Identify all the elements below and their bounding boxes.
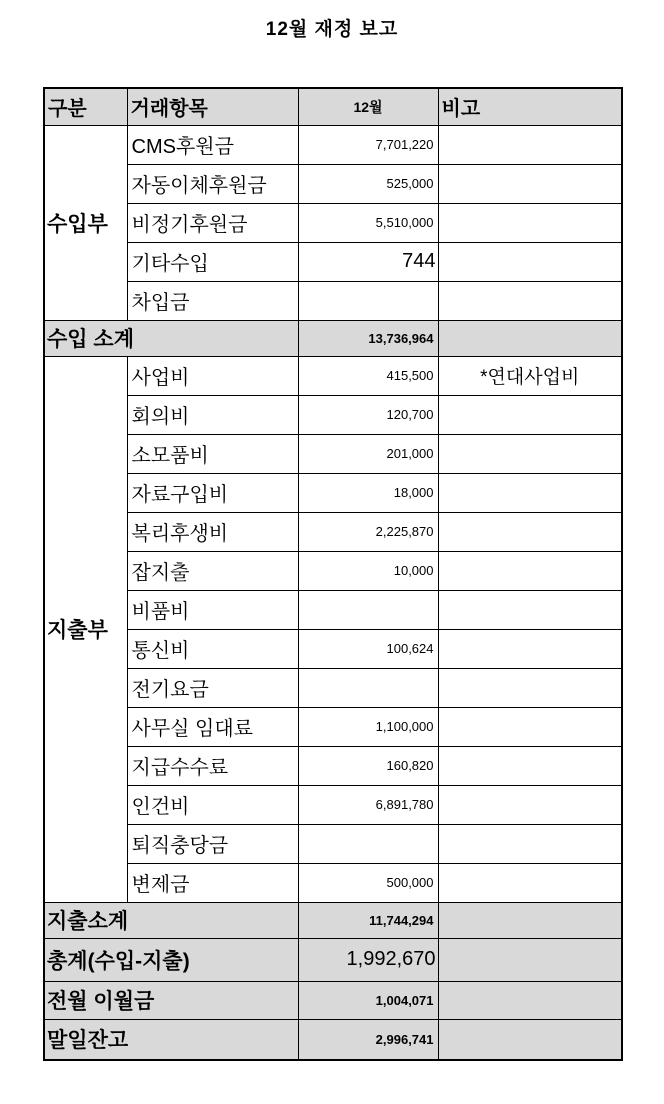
note-cell bbox=[438, 203, 622, 242]
table-row bbox=[44, 668, 622, 707]
note-cell bbox=[438, 473, 622, 512]
note-cell bbox=[438, 863, 622, 902]
total-amount-cell: 1,992,670 bbox=[298, 938, 438, 981]
end-balance-label-cell: 말일잔고 bbox=[44, 1019, 298, 1060]
table-row bbox=[44, 785, 622, 824]
subtotal-amount-cell: 13,736,964 bbox=[298, 320, 438, 356]
subtotal-label-cell: 수입 소계 bbox=[44, 320, 298, 356]
note-cell bbox=[438, 434, 622, 473]
item-cell: 소모품비 bbox=[127, 434, 298, 473]
item-cell: 잡지출 bbox=[127, 551, 298, 590]
amount-cell bbox=[298, 668, 438, 707]
item-cell: 차입금 bbox=[127, 281, 298, 320]
item-cell: 퇴직충당금 bbox=[127, 824, 298, 863]
finance-report-table bbox=[43, 87, 623, 1061]
item-cell: 비품비 bbox=[127, 590, 298, 629]
amount-cell: 18,000 bbox=[298, 473, 438, 512]
note-cell bbox=[438, 824, 622, 863]
amount-cell: 10,000 bbox=[298, 551, 438, 590]
note-cell bbox=[438, 281, 622, 320]
table-row bbox=[44, 434, 622, 473]
table-row bbox=[44, 356, 622, 395]
end-balance-amount-cell: 2,996,741 bbox=[298, 1019, 438, 1060]
table-row bbox=[44, 203, 622, 242]
amount-cell bbox=[298, 824, 438, 863]
item-cell: 복리후생비 bbox=[127, 512, 298, 551]
subtotal-label-cell: 지출소계 bbox=[44, 902, 298, 938]
amount-cell: 525,000 bbox=[298, 164, 438, 203]
note-cell bbox=[438, 746, 622, 785]
note-cell bbox=[438, 320, 622, 356]
item-cell: 통신비 bbox=[127, 629, 298, 668]
note-cell bbox=[438, 938, 622, 981]
grand-total-row bbox=[44, 938, 622, 981]
table-row bbox=[44, 473, 622, 512]
expense-group-cell: 지출부 bbox=[44, 356, 127, 902]
amount-cell bbox=[298, 590, 438, 629]
end-balance-row bbox=[44, 1019, 622, 1060]
note-cell bbox=[438, 629, 622, 668]
header-row bbox=[44, 88, 622, 125]
note-cell: *연대사업비 bbox=[438, 356, 622, 395]
table-row bbox=[44, 125, 622, 164]
note-cell bbox=[438, 551, 622, 590]
note-cell bbox=[438, 785, 622, 824]
note-cell bbox=[438, 164, 622, 203]
table-row bbox=[44, 281, 622, 320]
header-category: 구분 bbox=[44, 88, 127, 125]
item-cell: CMS후원금 bbox=[127, 125, 298, 164]
note-cell bbox=[438, 512, 622, 551]
note-cell bbox=[438, 902, 622, 938]
total-label-cell: 총계(수입-지출) bbox=[44, 938, 298, 981]
note-cell bbox=[438, 981, 622, 1019]
item-cell: 자동이체후원금 bbox=[127, 164, 298, 203]
item-cell: 자료구입비 bbox=[127, 473, 298, 512]
item-cell: 지급수수료 bbox=[127, 746, 298, 785]
income-group-cell: 수입부 bbox=[44, 125, 127, 320]
carryover-label-cell: 전월 이월금 bbox=[44, 981, 298, 1019]
amount-cell: 201,000 bbox=[298, 434, 438, 473]
item-cell: 사업비 bbox=[127, 356, 298, 395]
amount-cell: 744 bbox=[298, 242, 438, 281]
amount-cell: 415,500 bbox=[298, 356, 438, 395]
page-title: 12월 재정 보고 bbox=[265, 19, 399, 40]
table-row bbox=[44, 551, 622, 590]
header-item: 거래항목 bbox=[127, 88, 298, 125]
note-cell bbox=[438, 707, 622, 746]
note-cell bbox=[438, 1019, 622, 1060]
amount-cell: 1,100,000 bbox=[298, 707, 438, 746]
note-cell bbox=[438, 125, 622, 164]
table-row bbox=[44, 707, 622, 746]
table-row bbox=[44, 746, 622, 785]
item-cell: 회의비 bbox=[127, 395, 298, 434]
table-row bbox=[44, 629, 622, 668]
header-month: 12월 bbox=[298, 88, 438, 125]
amount-cell: 7,701,220 bbox=[298, 125, 438, 164]
subtotal-amount-cell: 11,744,294 bbox=[298, 902, 438, 938]
item-cell: 비정기후원금 bbox=[127, 203, 298, 242]
amount-cell: 2,225,870 bbox=[298, 512, 438, 551]
table-row bbox=[44, 395, 622, 434]
carryover-row bbox=[44, 981, 622, 1019]
income-subtotal-row bbox=[44, 320, 622, 356]
item-cell: 인건비 bbox=[127, 785, 298, 824]
table-row bbox=[44, 590, 622, 629]
item-cell: 사무실 임대료 bbox=[127, 707, 298, 746]
amount-cell: 500,000 bbox=[298, 863, 438, 902]
amount-cell: 6,891,780 bbox=[298, 785, 438, 824]
note-cell bbox=[438, 242, 622, 281]
table-row bbox=[44, 824, 622, 863]
table-row bbox=[44, 512, 622, 551]
amount-cell bbox=[298, 281, 438, 320]
note-cell bbox=[438, 668, 622, 707]
item-cell: 전기요금 bbox=[127, 668, 298, 707]
note-cell bbox=[438, 590, 622, 629]
header-note: 비고 bbox=[438, 88, 622, 125]
table-row bbox=[44, 242, 622, 281]
amount-cell: 120,700 bbox=[298, 395, 438, 434]
item-cell: 기타수입 bbox=[127, 242, 298, 281]
amount-cell: 5,510,000 bbox=[298, 203, 438, 242]
note-cell bbox=[438, 395, 622, 434]
item-cell: 변제금 bbox=[127, 863, 298, 902]
table-row bbox=[44, 164, 622, 203]
amount-cell: 160,820 bbox=[298, 746, 438, 785]
expense-subtotal-row bbox=[44, 902, 622, 938]
amount-cell: 100,624 bbox=[298, 629, 438, 668]
table-row bbox=[44, 863, 622, 902]
carryover-amount-cell: 1,004,071 bbox=[298, 981, 438, 1019]
